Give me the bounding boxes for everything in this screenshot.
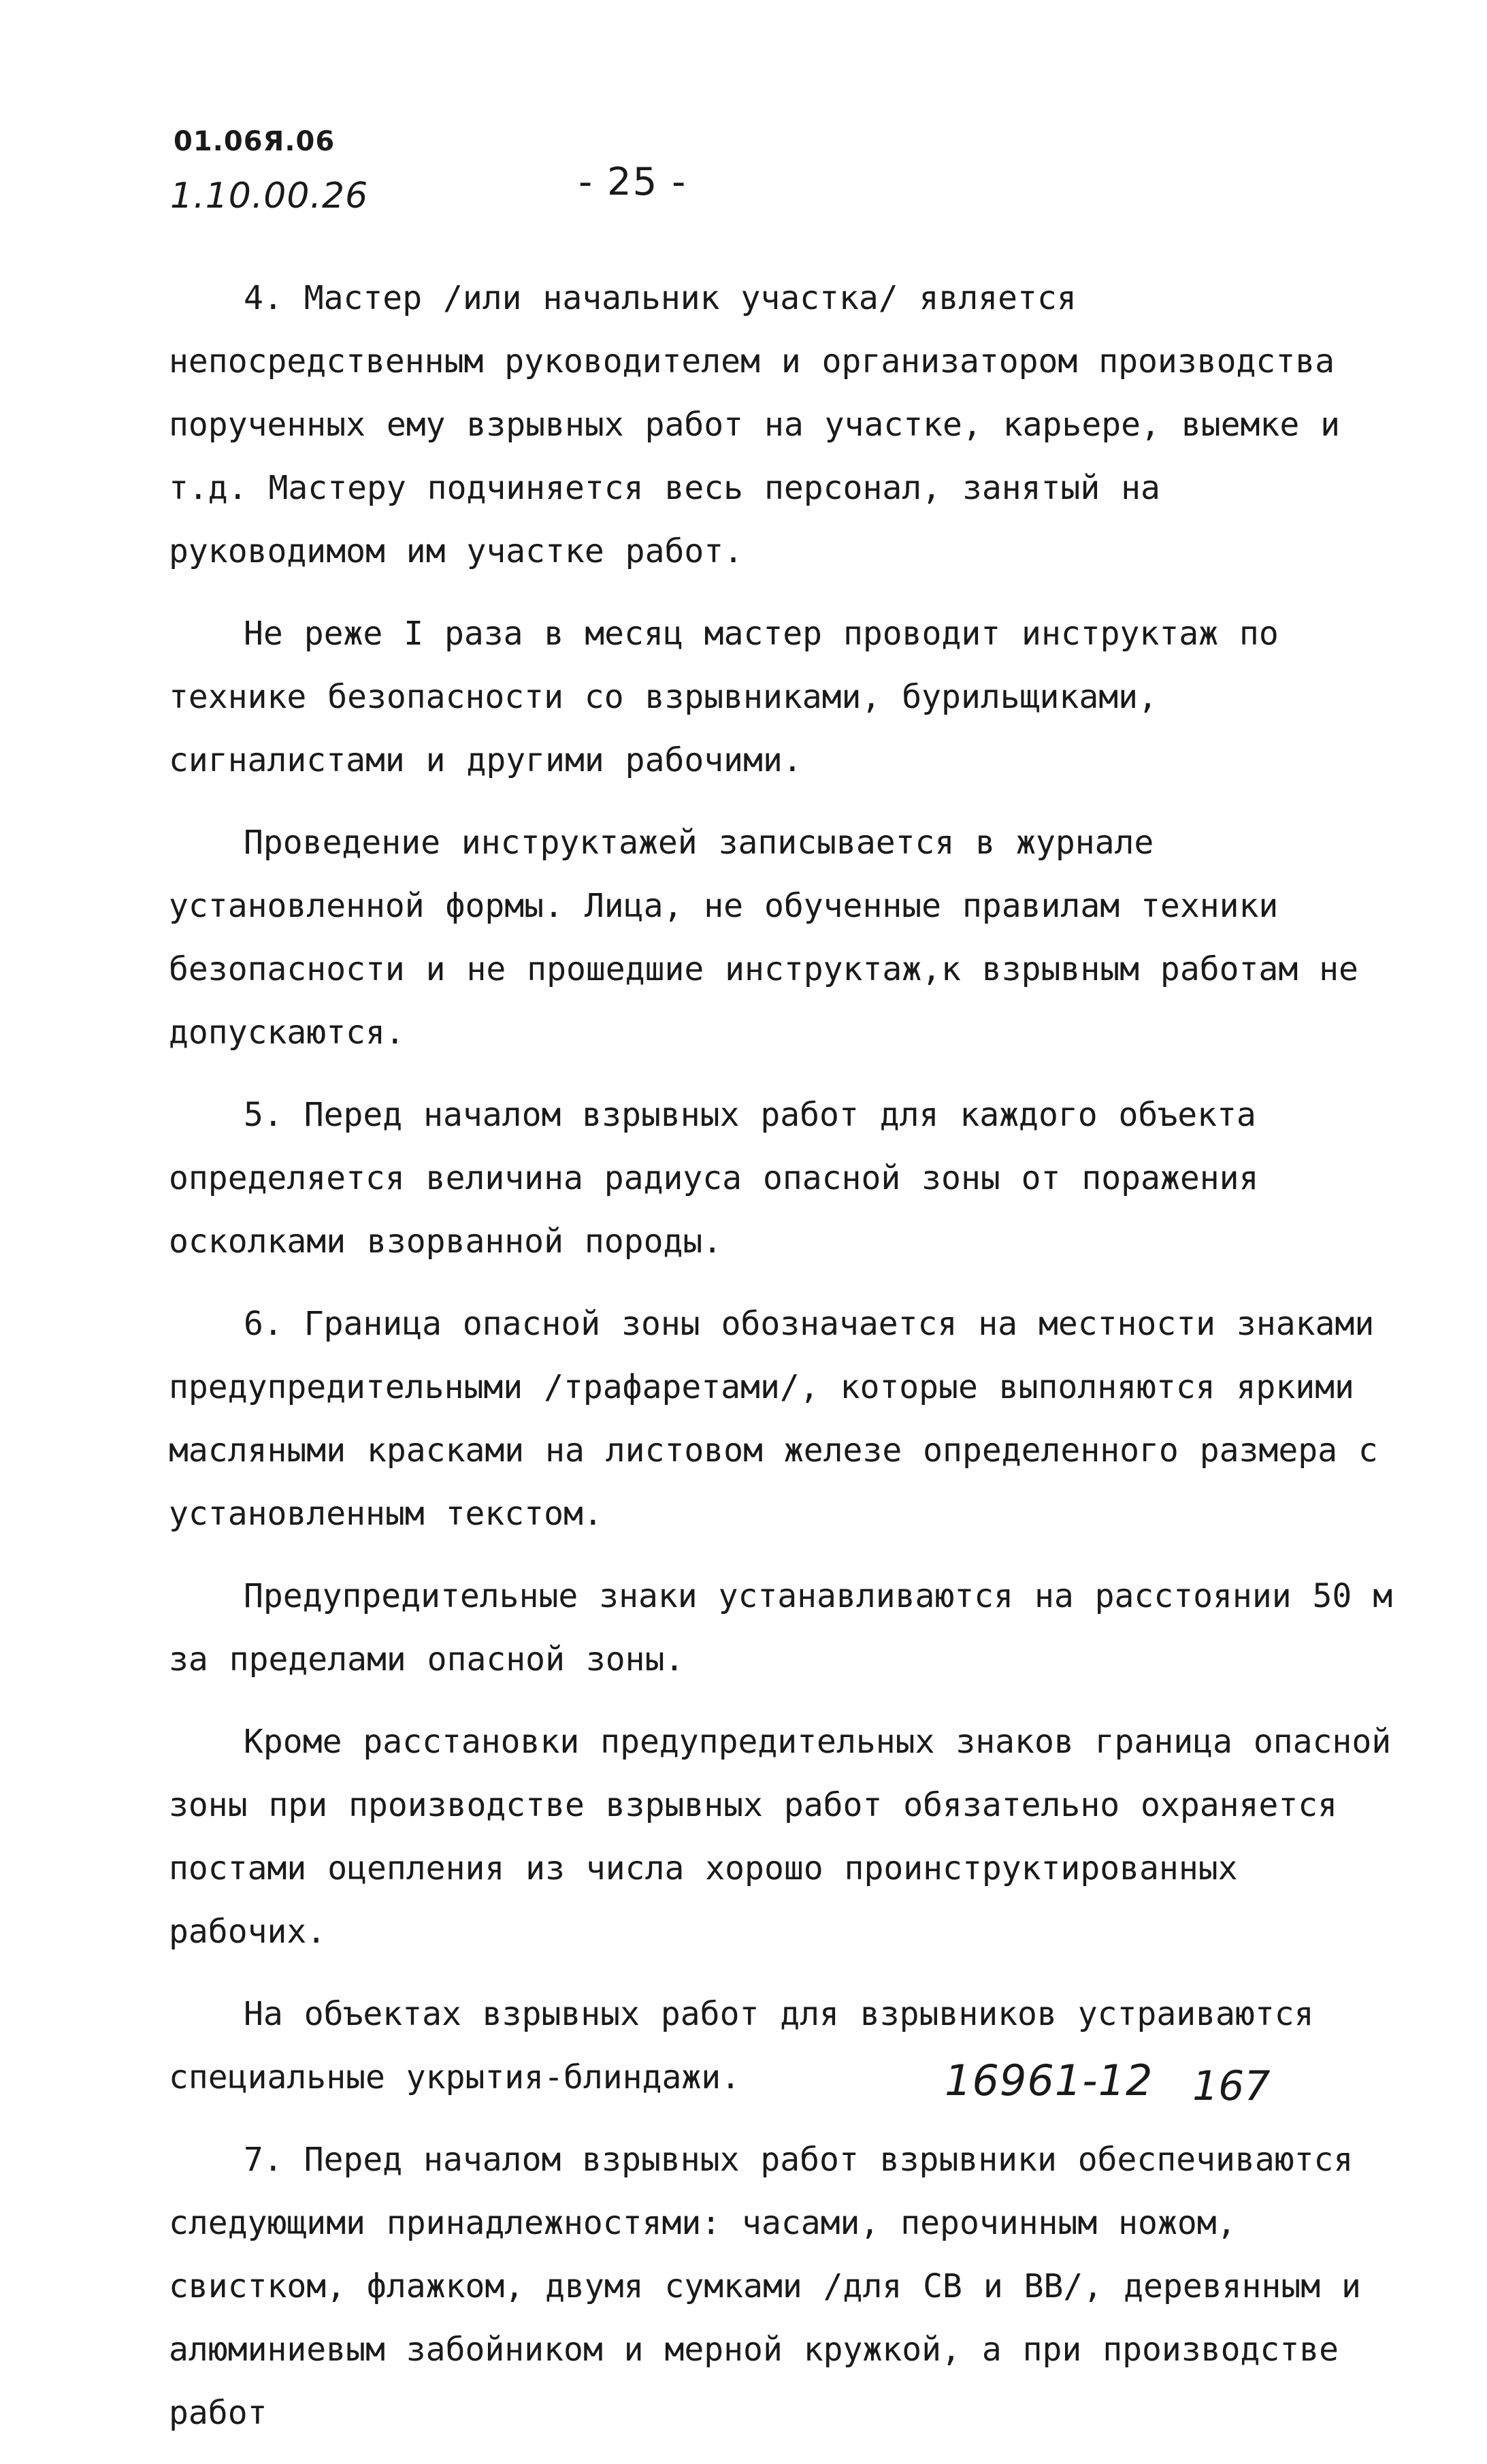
paragraph-zone-guarding: Кроме расстановки предупредительных знаков граница опасной зоны при производстве взрывных работ обязательно охраняется постами оцепления из числа хорошо проинструктированных рабочих.: [169, 1723, 1392, 1951]
page-number: - 25 -: [578, 160, 687, 204]
paragraph-item-7: 7. Перед началом взрывных работ взрывники обеспечиваются следующими принадлежностями: часами, перочинным ножом, свистком, флажком, двумя сумками /для СВ и ВВ/, деревянным и алюминиевым забойником и мерной кружкой, а при производстве работ: [169, 2141, 1361, 2432]
paragraph-instruction-frequency: Не реже I раза в месяц мастер проводит инструктаж по технике безопасности со взрывниками, бурильщиками, сигналистами и другими рабочими.: [169, 615, 1279, 779]
paragraph-item-5: 5. Перед началом взрывных работ для каждого объекта определяется величина радиуса опасной зоны от поражения осколками взорванной породы.: [169, 1096, 1259, 1261]
paragraph-shelters: На объектах взрывных работ для взрывников устраиваются специальные укрытия-блиндажи.: [169, 1995, 1314, 2096]
paragraph-warning-signs: Предупредительные знаки устанавливаются на расстоянии 50 м за пределами опасной зоны.: [169, 1577, 1393, 1679]
sheet-number: 167: [1192, 2062, 1271, 2110]
document-stamp-number: 16961-12: [945, 2056, 1154, 2105]
document-code-handwritten: 1.10.00.26: [170, 176, 369, 216]
paragraph-item-6: 6. Граница опасной зоны обозначается на местности знаками предупредительными /трафаретами/, которые выполняются яркими масляными красками на листовом железе определенного размера с установленным текстом.: [169, 1305, 1378, 1533]
document-code-top: 01.06Я.06: [174, 126, 336, 157]
paragraph-instruction-log: Проведение инструктажей записывается в журнале установленной формы. Лица, не обученные правилам техники безопасности и не прошедшие инструктаж,к взрывным работам не допускаются.: [169, 824, 1358, 1052]
document-body: [169, 267, 1394, 2464]
paragraph-item-4: 4. Мастер /или начальник участка/ является непосредственным руководителем и организатором производства порученных ему взрывных работ на участке, карьере, выемке и т.д. Мастеру подчиняется весь персонал, занятый на руководимом им участке работ.: [169, 279, 1341, 570]
